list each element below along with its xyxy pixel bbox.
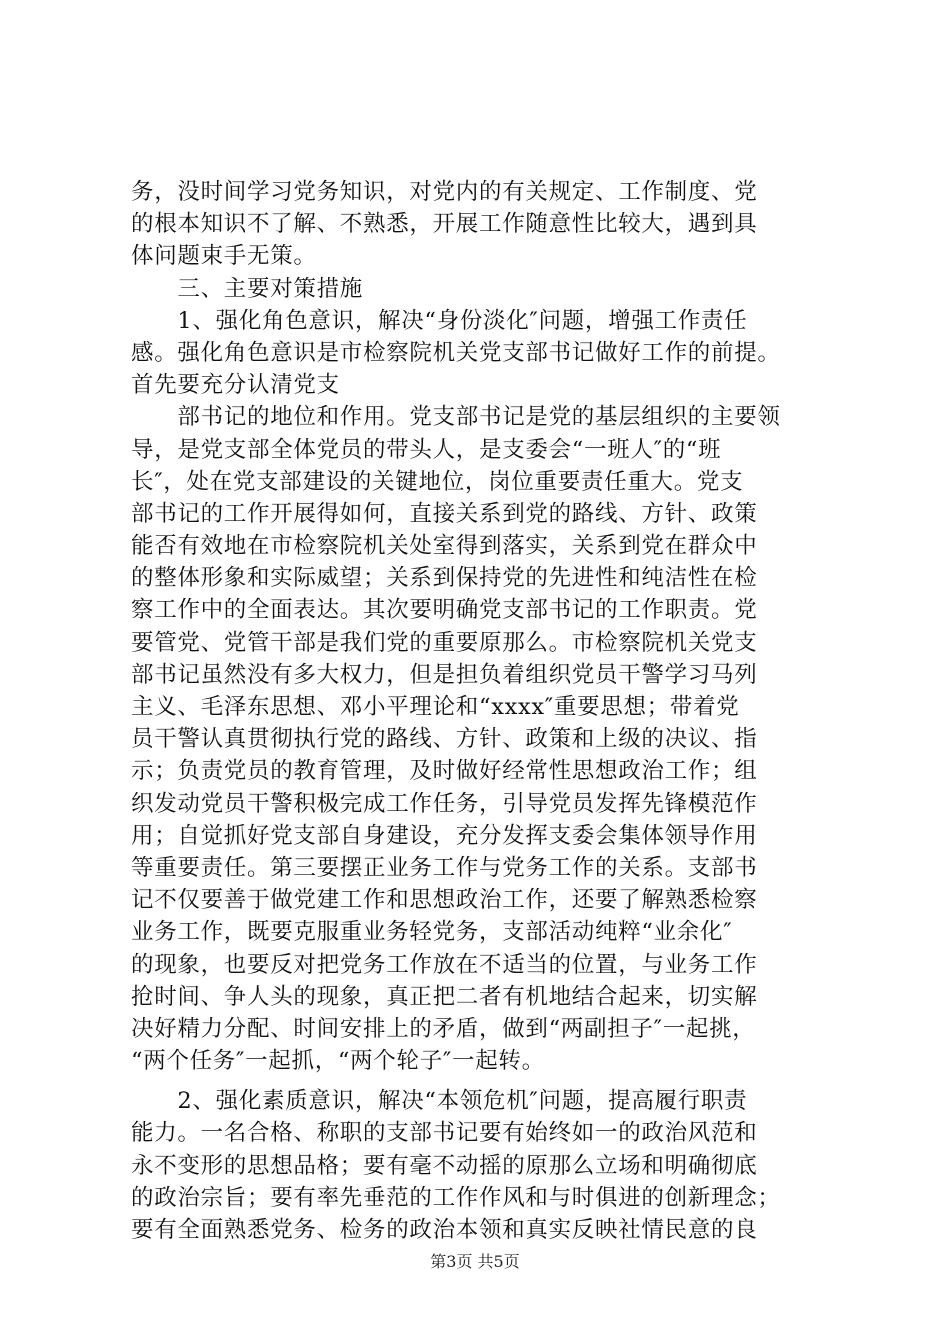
text-line: 示；负责党员的教育管理，及时做好经常性思想政治工作；组 xyxy=(131,758,758,785)
text-line: 抢时间、争人头的现象，真正把二者有机地结合起来，切实解 xyxy=(131,983,758,1010)
text-line: 用；自觉抓好党支部自身建设，充分发挥支委会集体领导作用 xyxy=(131,822,758,849)
text-line: 的现象，也要反对把党务工作放在不适当的位置，与业务工作 xyxy=(131,951,758,978)
text-line: 能否有效地在市检察院机关处室得到落实，关系到党在群众中 xyxy=(131,533,758,560)
text-line: 要有全面熟悉党务、检务的政治本领和真实反映社情民意的良 xyxy=(131,1217,758,1243)
text-line: 记不仅要善于做党建工作和思想政治工作，还要了解熟悉检察 xyxy=(131,887,758,914)
text-line: 的整体形象和实际威望；关系到保持党的先进性和纯洁性在检 xyxy=(131,565,758,592)
text-line: 等重要责任。第三要摆正业务工作与党务工作的关系。支部书 xyxy=(131,854,758,881)
text-line: 体问题束手无策。 xyxy=(131,243,317,270)
text-line: 要管党、党管干部是我们党的重要原那么。市检察院机关党支 xyxy=(131,629,758,656)
text-line: 决好精力分配、时间安排上的矛盾，做到“两副担子″一起挑， xyxy=(131,1015,756,1042)
text-line: 的根本知识不了解、不熟悉，开展工作随意性比较大，遇到具 xyxy=(131,211,758,238)
section-heading: 三、主要对策措施 xyxy=(131,275,364,302)
body-text xyxy=(131,176,831,1246)
text-line: 部书记虽然没有多大权力，但是担负着组织党员干警学习马列 xyxy=(131,661,758,688)
paragraph-gap xyxy=(131,1077,831,1085)
text-line: 的政治宗旨；要有率先垂范的工作作风和与时俱进的创新理念； xyxy=(131,1184,781,1211)
text-line: 员干警认真贯彻执行党的路线、方针、政策和上级的决议、指 xyxy=(131,726,758,753)
text-line: 长″，处在党支部建设的关键地位，岗位重要责任重大。党支 xyxy=(131,468,744,495)
text-line: “两个任务″一起抓，“两个轮子″一起转。 xyxy=(131,1048,545,1075)
text-line: 部书记的工作开展得如何，直接关系到党的路线、方针、政策 xyxy=(131,500,758,527)
page-footer xyxy=(0,1252,950,1272)
text-line: 2、强化素质意识，解决“本领危机″问题，提高履行职责 xyxy=(131,1088,748,1115)
text-line: 永不变形的思想品格；要有毫不动摇的原那么立场和明确彻底 xyxy=(131,1152,758,1179)
text-line: 织发动党员干警积极完成工作任务，引导党员发挥先锋模范作 xyxy=(131,790,758,817)
text-line: 业务工作，既要克服重业务轻党务，支部活动纯粹“业余化″ xyxy=(131,919,733,946)
page-number: 第3页 共5页 xyxy=(430,1252,520,1271)
text-line: 1、强化角色意识，解决“身份淡化″问题，增强工作责任 xyxy=(131,307,748,334)
text-line: 首先要充分认清党支 xyxy=(131,372,340,399)
text-line: 能力。一名合格、称职的支部书记要有始终如一的政治风范和 xyxy=(131,1120,758,1147)
text-line: 察工作中的全面表达。其次要明确党支部书记的工作职责。党 xyxy=(131,597,758,624)
text-line: 感。强化角色意识是市检察院机关党支部书记做好工作的前提。 xyxy=(131,339,781,366)
text-line: 务，没时间学习党务知识，对党内的有关规定、工作制度、党 xyxy=(131,179,758,205)
text-line: 部书记的地位和作用。党支部书记是党的基层组织的主要领 xyxy=(131,404,781,431)
text-line: 导，是党支部全体党员的带头人，是支委会“一班人″的“班 xyxy=(131,436,722,463)
text-line: 主义、毛泽东思想、邓小平理论和“xxxx″重要思想；带着党 xyxy=(131,694,740,720)
